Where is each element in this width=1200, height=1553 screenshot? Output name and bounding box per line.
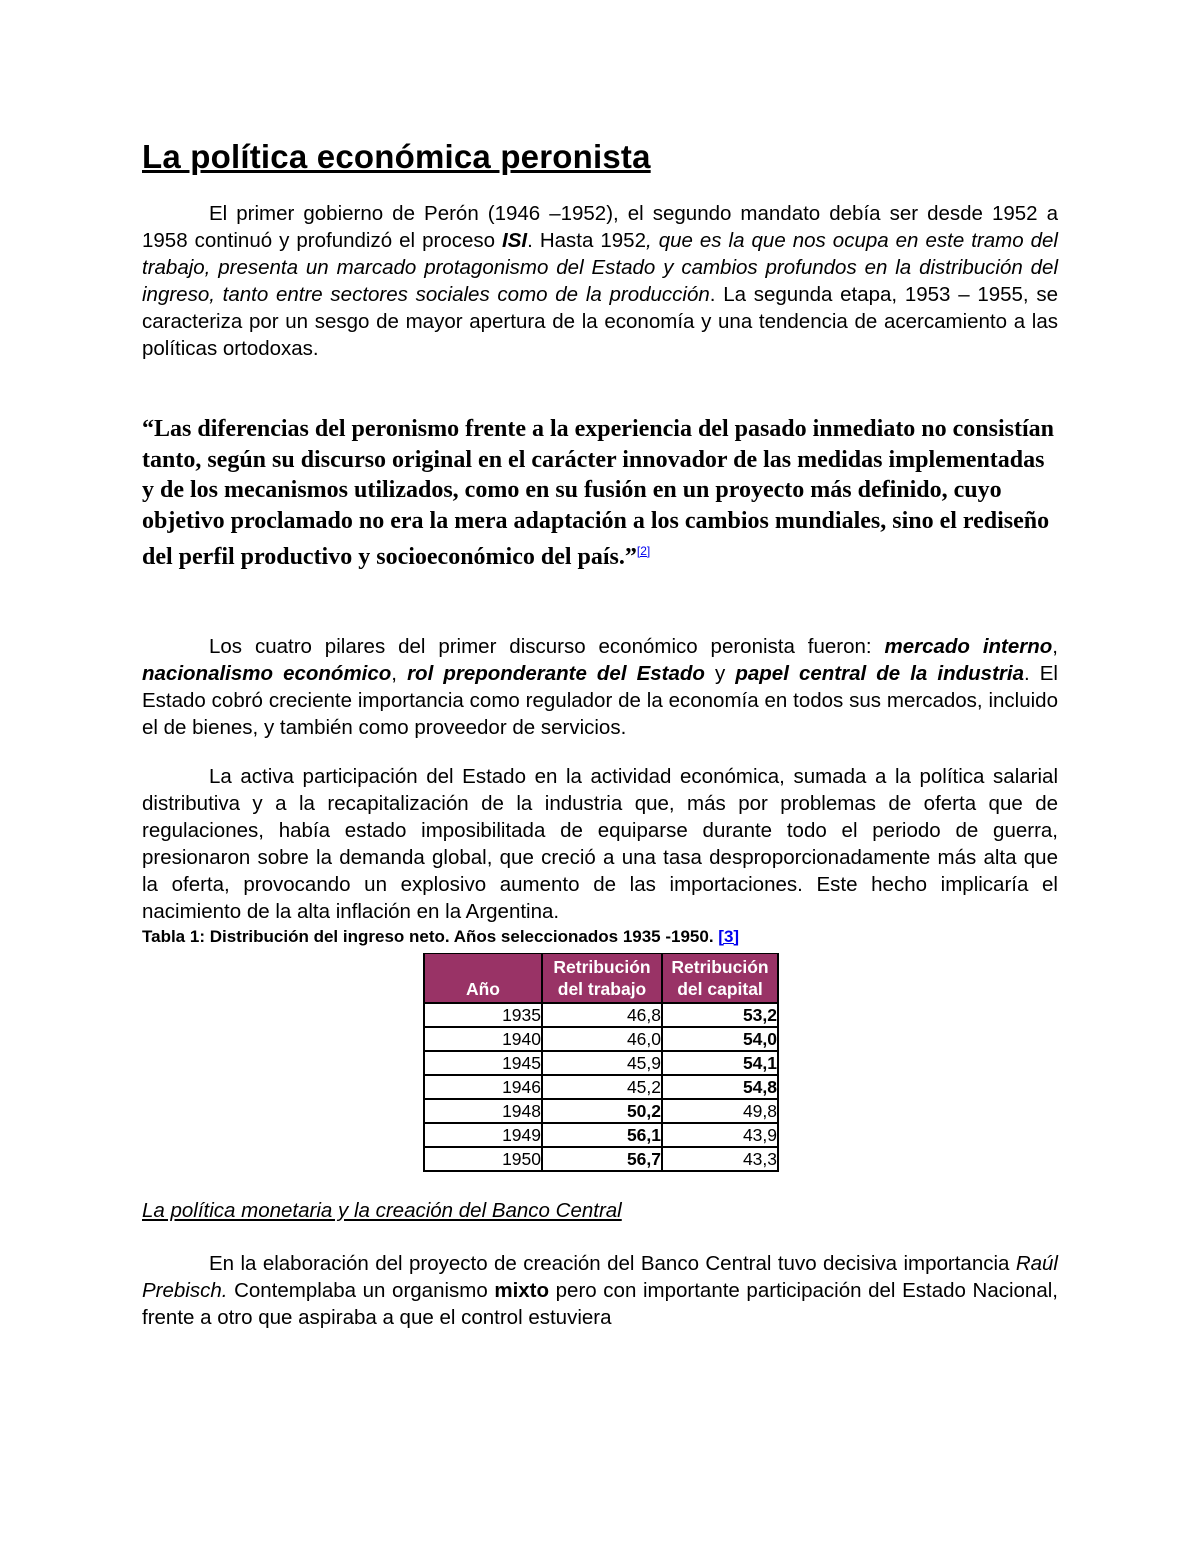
cell-capital: 53,2 xyxy=(662,1003,778,1027)
pillar-rol-estado: rol preponderante del Estado xyxy=(407,661,705,685)
cell-year: 1950 xyxy=(424,1147,542,1171)
table-row xyxy=(424,1075,778,1099)
cell-capital: 54,0 xyxy=(662,1027,778,1051)
cell-capital: 43,9 xyxy=(662,1123,778,1147)
cell-capital: 54,1 xyxy=(662,1051,778,1075)
paragraph-banco-central xyxy=(142,1250,1058,1331)
paragraph-inflation: La activa participación del Estado en la actividad económica, sumada a la política salarial distributiva y a la recapitalización de la industria que, más por problemas de oferta que de regulaciones, había estado imposibilitada de equiparse durante todo el periodo de guerra, presionaron sobre la demanda global, que creció a una tasa desproporcionadamente más alta que la oferta, provocando un explosivo aumento de las importaciones. Este hecho implicaría el nacimiento de la alta inflación en la Argentina. xyxy=(142,764,1058,923)
cell-capital: 43,3 xyxy=(662,1147,778,1171)
banco-text-1: En la elaboración del proyecto de creación del Banco Central tuvo decisiva importancia xyxy=(209,1251,1016,1275)
cell-trabajo: 50,2 xyxy=(542,1099,662,1123)
cell-trabajo: 45,9 xyxy=(542,1051,662,1075)
quote-text: “Las diferencias del peronismo frente a la experiencia del pasado inmediato no consistían tanto, según su discurso original en el carácter innovador de las medidas implementadas y de los mecanismos utilizados, como en su fusión en un proyecto más definido, cuyo objetivo proclamado no era la mera adaptación a los cambios mundiales, sino el rediseño del perfil productivo y socioeconómico del país.” xyxy=(142,416,1055,570)
document-page xyxy=(142,138,1058,1331)
table-header-row xyxy=(424,953,778,1003)
header-capital: Retribución del capital xyxy=(662,953,778,1003)
banco-text-2: Contemplaba un organismo xyxy=(227,1278,495,1302)
cell-year: 1948 xyxy=(424,1099,542,1123)
table-row xyxy=(424,1099,778,1123)
table-row xyxy=(424,1147,778,1171)
intro-italic-text: , que es la que nos ocupa en este tramo del trabajo, presenta un marcado protagonismo del Estado y cambios profundos en la distribución del ingreso, tanto entre sectores sociales como de la producción xyxy=(142,229,1058,306)
cell-year: 1949 xyxy=(424,1123,542,1147)
table-row xyxy=(424,1051,778,1075)
cell-trabajo: 45,2 xyxy=(542,1075,662,1099)
cell-trabajo: 46,0 xyxy=(542,1027,662,1051)
paragraph-intro xyxy=(142,200,1058,362)
cell-trabajo: 56,1 xyxy=(542,1123,662,1147)
intro-text-3: . La segunda etapa, 1953 – 1955, se caracteriza por un sesgo de mayor apertura de la economía y una tendencia de acercamiento a las políticas ortodoxas. xyxy=(142,283,1058,360)
footnote-link-3[interactable]: [3] xyxy=(718,926,740,946)
block-quote xyxy=(142,414,1058,573)
cell-trabajo: 56,7 xyxy=(542,1147,662,1171)
pillars-text-2: . El Estado cobró creciente importancia como regulador de la economía en todos sus mercados, incluido el de bienes, y también como proveedor de servicios. xyxy=(142,661,1058,739)
pillar-mercado-interno: mercado interno xyxy=(884,634,1053,658)
pillar-separator: , xyxy=(1052,634,1058,658)
banco-mixto-term: mixto xyxy=(494,1278,550,1302)
cell-year: 1940 xyxy=(424,1027,542,1051)
banco-text-3: pero con importante participación del Estado Nacional, frente a otro que aspiraba a que el control estuviera xyxy=(142,1278,1058,1329)
document-title: La política económica peronista xyxy=(142,138,651,175)
intro-isi-term: ISI xyxy=(502,229,528,252)
table-caption xyxy=(142,927,1058,947)
intro-text-1: El primer gobierno de Perón (1946 –1952), el segundo mandato debía ser desde 1952 a 1958 continuó y profundizó el proceso xyxy=(142,202,1058,252)
cell-capital: 54,8 xyxy=(662,1075,778,1099)
header-year: Año xyxy=(424,953,542,1003)
pillar-separator: , xyxy=(391,661,408,685)
table-row xyxy=(424,1027,778,1051)
pillar-separator: y xyxy=(704,661,736,685)
cell-year: 1946 xyxy=(424,1075,542,1099)
table-body xyxy=(424,1003,778,1171)
table-caption-text: Tabla 1: Distribución del ingreso neto. Años seleccionados 1935 -1950. xyxy=(142,926,714,946)
section-heading-banco-central: La política monetaria y la creación del Banco Central xyxy=(142,1198,622,1222)
pillar-nacionalismo: nacionalismo económico xyxy=(142,661,392,685)
pillars-text-1: Los cuatro pilares del primer discurso económico peronista fueron: xyxy=(209,634,885,658)
cell-trabajo: 46,8 xyxy=(542,1003,662,1027)
intro-text-2: . Hasta 1952 xyxy=(527,229,646,252)
cell-year: 1935 xyxy=(424,1003,542,1027)
income-distribution-table xyxy=(423,953,779,1172)
footnote-link-2[interactable]: [2] xyxy=(636,544,651,558)
cell-year: 1945 xyxy=(424,1051,542,1075)
header-trabajo: Retribución del trabajo xyxy=(542,953,662,1003)
banco-prebisch-name: Raúl Prebisch. xyxy=(142,1251,1058,1302)
table-row xyxy=(424,1003,778,1027)
cell-capital: 49,8 xyxy=(662,1099,778,1123)
paragraph-pillars xyxy=(142,633,1058,741)
table-row xyxy=(424,1123,778,1147)
pillar-industria: papel central de la industria xyxy=(735,661,1024,685)
